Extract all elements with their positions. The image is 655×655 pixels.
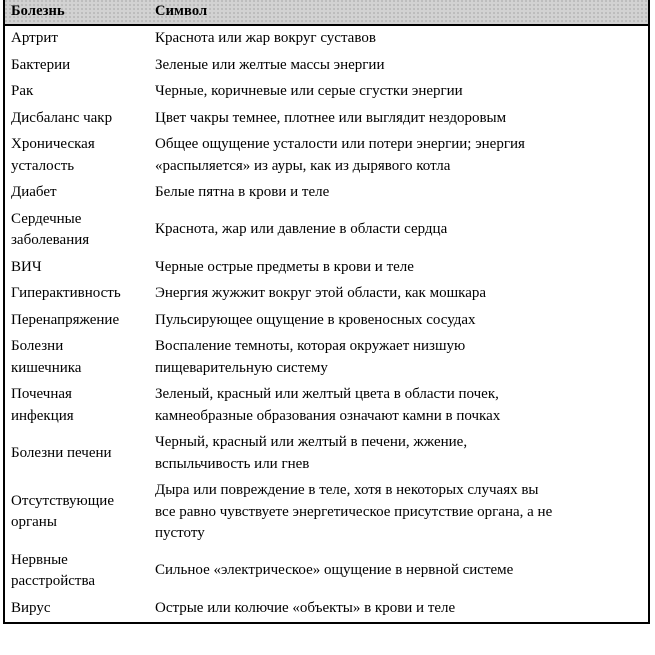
- symbol-line: Общее ощущение усталости или потери энергии; энергия: [155, 136, 525, 152]
- symbol-line: Воспаление темноты, которая окружает низшую: [155, 338, 466, 354]
- disease-line: Почечная: [11, 386, 72, 402]
- cell-disease: [5, 207, 149, 255]
- disease-symbol-table: [5, 0, 648, 622]
- disease-line: Дисбаланс чакр: [11, 109, 113, 126]
- table-row: [5, 106, 648, 133]
- cell-disease: [5, 79, 149, 106]
- disease-line: Хроническая: [11, 136, 95, 152]
- cell-disease: [5, 25, 149, 53]
- table-row: [5, 382, 648, 430]
- cell-symbol: [149, 207, 648, 255]
- cell-disease: [5, 430, 149, 478]
- disease-line: Диабет: [11, 184, 57, 200]
- cell-disease: [5, 548, 149, 596]
- cell-symbol: [149, 180, 648, 207]
- symbol-line: Краснота или жар вокруг суставов: [155, 30, 376, 46]
- symbol-line: Краснота, жар или давление в области сердца: [155, 221, 448, 238]
- table-row: [5, 430, 648, 478]
- symbol-line: «распыляется» из ауры, как из дырявого котла: [155, 157, 451, 174]
- disease-line: органы: [11, 514, 57, 531]
- symbol-line: пустоту: [155, 525, 205, 541]
- table-row: [5, 25, 648, 53]
- disease-line: Артрит: [11, 30, 58, 46]
- cell-disease: [5, 382, 149, 430]
- column-header-symbol: Символ: [149, 0, 648, 25]
- symbol-line: Энергия жужжит вокруг этой области, как мошкара: [155, 285, 487, 301]
- disease-line: инфекция: [11, 407, 74, 424]
- cell-disease: [5, 478, 149, 548]
- cell-symbol: [149, 478, 648, 548]
- cell-disease: [5, 255, 149, 282]
- symbol-line: Черные, коричневые или серые сгустки энергии: [155, 83, 463, 99]
- cell-symbol: [149, 548, 648, 596]
- disease-line: Сердечные: [11, 210, 82, 227]
- disease-line: ВИЧ: [11, 258, 42, 275]
- table-header-row: [5, 0, 648, 25]
- cell-symbol: [149, 308, 648, 335]
- disease-line: Отсутствующие: [11, 492, 114, 509]
- cell-symbol: [149, 132, 648, 180]
- table-row: [5, 548, 648, 596]
- disease-line: Бактерии: [11, 56, 71, 73]
- cell-disease: [5, 334, 149, 382]
- symbol-line: Черные острые предметы в крови и теле: [155, 258, 414, 275]
- disease-line: усталость: [11, 157, 75, 174]
- disease-line: Болезни печени: [11, 444, 112, 461]
- symbol-line: Пульсирующее ощущение в кровеносных сосудах: [155, 311, 476, 328]
- cell-disease: [5, 596, 149, 623]
- cell-symbol: [149, 79, 648, 106]
- cell-symbol: [149, 596, 648, 623]
- table-row: [5, 596, 648, 623]
- table-container: [3, 0, 650, 624]
- symbol-line: вспыльчивость или гнев: [155, 455, 310, 472]
- cell-symbol: [149, 430, 648, 478]
- cell-disease: [5, 132, 149, 180]
- cell-symbol: [149, 25, 648, 53]
- cell-symbol: [149, 334, 648, 382]
- disease-line: Болезни: [11, 338, 64, 354]
- symbol-line: Зеленый, красный или желтый цвета в области почек,: [155, 386, 499, 402]
- table-row: [5, 281, 648, 308]
- disease-line: Гиперактивность: [11, 285, 121, 301]
- table-body: [5, 25, 648, 622]
- table-row: [5, 180, 648, 207]
- table-row: [5, 478, 648, 548]
- symbol-line: Белые пятна в крови и теле: [155, 184, 330, 200]
- disease-line: Рак: [11, 83, 34, 99]
- cell-symbol: [149, 281, 648, 308]
- table-row: [5, 79, 648, 106]
- symbol-line: все равно чувствуете энергетическое присутствие органа, а не: [155, 503, 553, 520]
- cell-symbol: [149, 106, 648, 133]
- cell-symbol: [149, 382, 648, 430]
- symbol-line: Острые или колючие «объекты» в крови и теле: [155, 599, 456, 616]
- cell-disease: [5, 53, 149, 80]
- table-row: [5, 255, 648, 282]
- cell-symbol: [149, 255, 648, 282]
- table-row: [5, 334, 648, 382]
- disease-line: кишечника: [11, 359, 82, 376]
- table-header: [5, 0, 648, 25]
- table-row: [5, 207, 648, 255]
- disease-line: Нервные: [11, 551, 68, 568]
- table-row: [5, 53, 648, 80]
- symbol-line: Зеленые или желтые массы энергии: [155, 56, 385, 73]
- cell-disease: [5, 180, 149, 207]
- symbol-line: пищеварительную систему: [155, 359, 328, 376]
- disease-line: заболевания: [11, 232, 90, 248]
- cell-symbol: [149, 53, 648, 80]
- symbol-line: камнеобразные образования означают камни в почках: [155, 407, 501, 424]
- table-row: [5, 132, 648, 180]
- symbol-line: Дыра или повреждение в теле, хотя в некоторых случаях вы: [155, 482, 539, 498]
- column-header-disease: Болезнь: [5, 0, 149, 25]
- symbol-line: Цвет чакры темнее, плотнее или выглядит нездоровым: [155, 109, 507, 126]
- symbol-line: Черный, красный или желтый в печени, жжение,: [155, 434, 468, 450]
- cell-disease: [5, 281, 149, 308]
- disease-line: расстройства: [11, 573, 95, 589]
- disease-line: Вирус: [11, 599, 51, 616]
- cell-disease: [5, 308, 149, 335]
- cell-disease: [5, 106, 149, 133]
- symbol-line: Сильное «электрическое» ощущение в нервной системе: [155, 562, 514, 579]
- table-row: [5, 308, 648, 335]
- disease-line: Перенапряжение: [11, 311, 120, 328]
